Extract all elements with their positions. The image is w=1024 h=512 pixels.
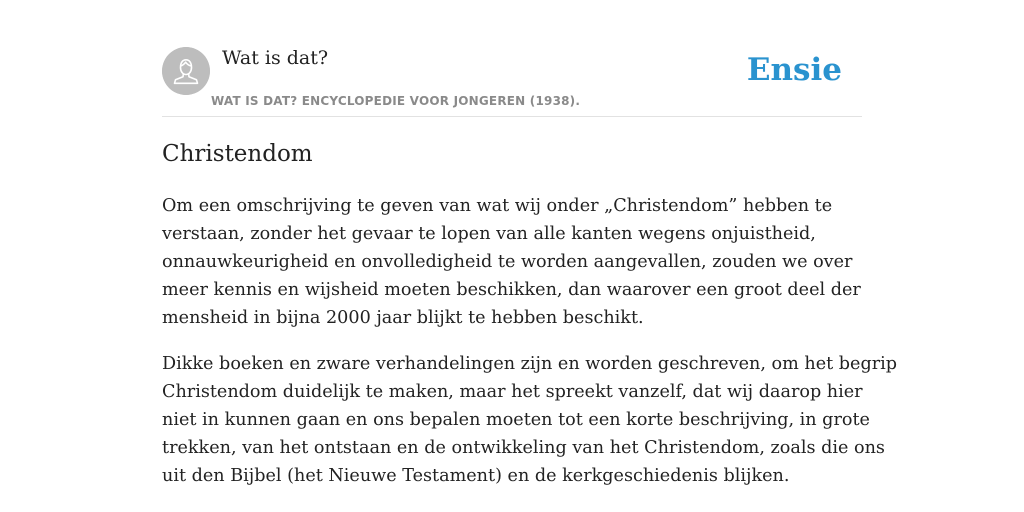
article-title: Christendom — [162, 141, 313, 167]
paragraph-line: niet in kunnen gaan en ons bepalen moeten tot een korte beschrijving, in grote — [162, 410, 870, 430]
paragraph-line: trekken, van het ontstaan en de ontwikkeling van het Christendom, zoals die ons — [162, 438, 885, 458]
paragraph-line: Christendom duidelijk te maken, maar het spreekt vanzelf, dat wij daarop hier — [162, 382, 863, 402]
author-name[interactable]: Wat is dat? — [222, 47, 329, 69]
paragraph-line: Om een omschrijving te geven van wat wij onder „Christendom” hebben te — [162, 196, 833, 216]
article-paragraph — [162, 350, 898, 490]
user-silhouette-icon — [162, 47, 210, 95]
paragraph-line: mensheid in bijna 2000 jaar blijkt te hebben beschikt. — [162, 308, 644, 328]
paragraph-line: uit den Bijbel (het Nieuwe Testament) en de kerkgeschiedenis blijken. — [162, 466, 790, 486]
paragraph-line: meer kennis en wijsheid moeten beschikken, dan waarover een groot deel der — [162, 280, 861, 300]
paragraph-line: verstaan, zonder het gevaar te lopen van alle kanten wegens onjuistheid, — [162, 224, 816, 244]
paragraph-line: onnauwkeurigheid en onvolledigheid te worden aangevallen, zouden we over — [162, 252, 853, 272]
ensie-logo[interactable]: Ensie — [746, 52, 842, 88]
author-avatar[interactable] — [162, 47, 210, 95]
article-paragraph — [162, 192, 862, 332]
article-body — [162, 192, 898, 508]
paragraph-line: Dikke boeken en zware verhandelingen zijn en worden geschreven, om het begrip — [162, 354, 898, 374]
article-header — [162, 40, 862, 117]
source-label[interactable]: WAT IS DAT? ENCYCLOPEDIE VOOR JONGEREN (1938). — [211, 94, 581, 108]
